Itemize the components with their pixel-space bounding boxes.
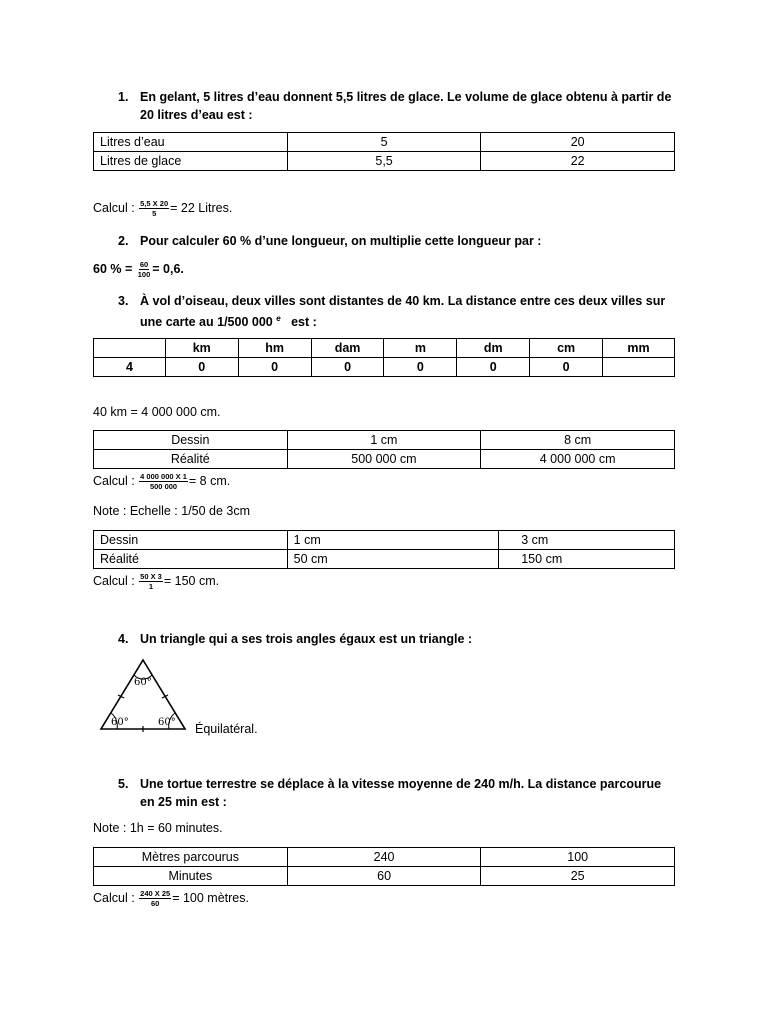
answer-result: = 0,6. bbox=[152, 261, 184, 276]
question-line: En gelant, 5 litres d’eau donnent 5,5 litres de glace. Le volume de glace obtenu à partir de bbox=[140, 90, 672, 104]
question-text: une carte au 1/500 000 bbox=[140, 315, 273, 330]
angle-label-top: 60° bbox=[134, 677, 152, 688]
table-cell: Minutes bbox=[94, 867, 288, 886]
conversion-text: 40 km = 4 000 000 cm. bbox=[93, 405, 221, 419]
table-cell: 50 cm bbox=[287, 550, 499, 569]
table-row bbox=[94, 152, 675, 171]
table-cell: 8 cm bbox=[481, 431, 675, 450]
fraction-numerator: 240 X 25 bbox=[140, 889, 171, 898]
table-cell: 25 bbox=[481, 867, 675, 886]
calc-result: = 22 Litres. bbox=[170, 200, 233, 215]
answer-label: 60 % = bbox=[93, 261, 133, 276]
calc-result: = 100 mètres. bbox=[172, 890, 249, 905]
table-units bbox=[93, 338, 675, 377]
table-header: cm bbox=[530, 339, 603, 358]
table-header-row bbox=[94, 339, 675, 358]
question-number: 2. bbox=[118, 234, 129, 248]
calculation-5 bbox=[93, 889, 249, 908]
table-cell: Réalité bbox=[94, 550, 288, 569]
table-header: km bbox=[165, 339, 238, 358]
fraction-numerator: 4 000 000 X 1 bbox=[140, 472, 187, 481]
table-row bbox=[94, 358, 675, 377]
answer-4: Équilatéral. bbox=[195, 722, 258, 736]
table-cell: 500 000 cm bbox=[287, 450, 481, 469]
answer-2 bbox=[93, 260, 184, 279]
fraction-denominator: 500 000 bbox=[149, 482, 178, 491]
superscript: e bbox=[276, 314, 281, 323]
table-header: mm bbox=[603, 339, 675, 358]
table-scale-drawing bbox=[93, 530, 675, 569]
table-cell: 0 bbox=[530, 358, 603, 377]
fraction-numerator: 50 X 3 bbox=[140, 572, 162, 581]
table-cell: 0 bbox=[457, 358, 530, 377]
question-number: 4. bbox=[118, 632, 129, 646]
angle-label-right: 60° bbox=[158, 717, 176, 728]
table-header: hm bbox=[238, 339, 311, 358]
question-line: Pour calculer 60 % d’une longueur, on multiplie cette longueur par : bbox=[140, 234, 542, 248]
calc-label: Calcul : bbox=[93, 573, 135, 588]
equilateral-triangle bbox=[96, 655, 190, 735]
table-tortoise bbox=[93, 847, 675, 886]
fraction bbox=[137, 260, 152, 279]
calc-label: Calcul : bbox=[93, 890, 135, 905]
table-cell: 3 cm bbox=[499, 531, 675, 550]
calc-result: = 150 cm. bbox=[163, 573, 220, 588]
table-header: dm bbox=[457, 339, 530, 358]
table-cell: 4 000 000 cm bbox=[481, 450, 675, 469]
question-line: Un triangle qui a ses trois angles égaux est un triangle : bbox=[140, 632, 473, 646]
table-cell: 1 cm bbox=[287, 431, 481, 450]
table-row bbox=[94, 133, 675, 152]
table-row bbox=[94, 450, 675, 469]
calculation-1 bbox=[93, 199, 232, 218]
table-row bbox=[94, 848, 675, 867]
table-cell: Litres d’eau bbox=[94, 133, 288, 152]
table-cell: 150 cm bbox=[499, 550, 675, 569]
table-cell: Réalité bbox=[94, 450, 288, 469]
table-cell: 0 bbox=[384, 358, 457, 377]
fraction bbox=[139, 889, 171, 908]
table-cell: 60 bbox=[287, 867, 481, 886]
question-line: Une tortue terrestre se déplace à la vitesse moyenne de 240 m/h. La distance parcourue bbox=[140, 777, 662, 791]
calc-result: = 8 cm. bbox=[188, 473, 231, 488]
question-line bbox=[140, 310, 680, 331]
fraction-denominator: 100 bbox=[137, 270, 151, 279]
table-cell: 4 bbox=[94, 358, 166, 377]
table-scale-map bbox=[93, 430, 675, 469]
table-cell: 0 bbox=[238, 358, 311, 377]
table-cell: 20 bbox=[481, 133, 675, 152]
note-scale: Note : Echelle : 1/50 de 3cm bbox=[93, 504, 251, 518]
question-number: 3. bbox=[118, 294, 129, 308]
table-cell bbox=[603, 358, 675, 377]
table-cell: 0 bbox=[165, 358, 238, 377]
fraction-denominator: 1 bbox=[148, 582, 154, 591]
table-cell: Litres de glace bbox=[94, 152, 288, 171]
question-number: 5. bbox=[118, 777, 129, 791]
angle-label-left: 60° bbox=[111, 717, 129, 728]
question-line: en 25 min est : bbox=[140, 795, 227, 809]
question-line: 20 litres d’eau est : bbox=[140, 108, 253, 122]
fraction-numerator: 5,5 X 20 bbox=[140, 199, 169, 208]
question-text: est : bbox=[291, 315, 317, 330]
calc-label: Calcul : bbox=[93, 200, 135, 215]
fraction bbox=[139, 472, 188, 491]
fraction-denominator: 60 bbox=[151, 899, 160, 908]
table-cell: 1 cm bbox=[287, 531, 499, 550]
table-header: m bbox=[384, 339, 457, 358]
table-cell: Mètres parcourus bbox=[94, 848, 288, 867]
table-cell: Dessin bbox=[94, 431, 288, 450]
table-cell: 5 bbox=[287, 133, 481, 152]
table-cell: 100 bbox=[481, 848, 675, 867]
calculation-3b bbox=[93, 572, 219, 591]
note-hour: Note : 1h = 60 minutes. bbox=[93, 821, 223, 835]
table-cell: Dessin bbox=[94, 531, 288, 550]
table-row bbox=[94, 550, 675, 569]
fraction bbox=[139, 199, 169, 218]
table-cell: 0 bbox=[311, 358, 384, 377]
fraction-numerator: 60 bbox=[139, 260, 149, 269]
table-water-ice bbox=[93, 132, 675, 171]
question-line: À vol d’oiseau, deux villes sont distantes de 40 km. La distance entre ces deux villes sur bbox=[140, 294, 666, 308]
table-row bbox=[94, 531, 675, 550]
calculation-3a bbox=[93, 472, 230, 491]
question-number: 1. bbox=[118, 90, 129, 104]
table-cell: 5,5 bbox=[287, 152, 481, 171]
fraction-denominator: 5 bbox=[152, 209, 157, 218]
fraction bbox=[139, 572, 163, 591]
table-row bbox=[94, 867, 675, 886]
table-header bbox=[94, 339, 166, 358]
table-header: dam bbox=[311, 339, 384, 358]
table-cell: 22 bbox=[481, 152, 675, 171]
table-row bbox=[94, 431, 675, 450]
calc-label: Calcul : bbox=[93, 473, 135, 488]
table-cell: 240 bbox=[287, 848, 481, 867]
